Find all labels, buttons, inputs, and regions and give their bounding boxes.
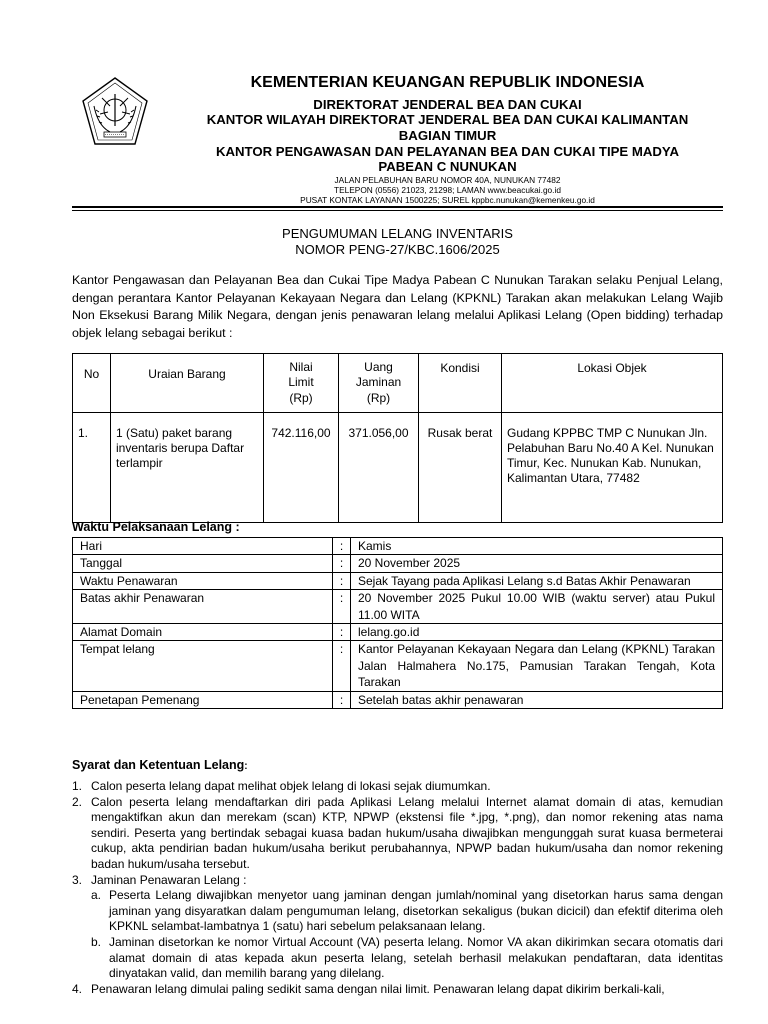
cell-nilai-limit: 742.116,00 [264, 413, 339, 523]
header-kondisi-label: Kondisi [440, 361, 480, 375]
schedule-label: Tempat lelang [73, 641, 333, 691]
office-phone: TELEPON (0556) 21023, 21298; LAMAN www.beacukai.go.id [334, 184, 561, 195]
schedule-row-penetapan-pemenang [73, 691, 723, 708]
header-nilai-limit [264, 354, 339, 413]
schedule-heading: Waktu Pelaksanaan Lelang : [72, 520, 240, 534]
list-item-text: Calon peserta lelang mendaftarkan diri pada Aplikasi Lelang melalui Internet alamat domain di atas, kemudian mengaktifkan akun dan merekam (scan) KTP, NPWP (ekstensi file *.jpg, *.png), dan nomor rekening atas nama sendiri. Peserta yang bertindak sebagai kuasa badan hukum/usaha diwajibkan mengunggah surat kuasa bermeterai cukup, akta pendirian badan hukum/usaha berikut perubahannya, NPWP badan hukum/usaha dan nomor rekening badan hukum/usaha tersebut. [91, 794, 723, 871]
office-line2: PABEAN C NUNUKAN [378, 159, 517, 175]
schedule-value: Sejak Tayang pada Aplikasi Lelang s.d Batas Akhir Penawaran [351, 572, 723, 589]
cell-no: 1. [73, 413, 111, 523]
schedule-colon: : [333, 691, 351, 708]
header-jaminan-line1: Uang [364, 360, 393, 374]
list-item-text: Jaminan Penawaran Lelang : [91, 872, 247, 887]
office-contact: PUSAT KONTAK LAYANAN 1500225; SUREL kppbc.nunukan@kemenkeu.go.id [300, 194, 595, 205]
list-item [72, 982, 723, 998]
ministry-name: KEMENTERIAN KEUANGAN REPUBLIK INDONESIA [250, 74, 645, 91]
table-row [73, 413, 723, 523]
cell-lokasi: Gudang KPPBC TMP C Nunukan Jln. Pelabuhan Baru No.40 A Kel. Nunukan Timur, Kec. Nunukan Kab. Nunukan, Kalimantan Utara, 77482 [502, 413, 723, 523]
announcement-number: NOMOR PENG-27/KBC.1606/2025 [295, 241, 500, 257]
list-item-text: Calon peserta lelang dapat melihat objek lelang di lokasi sejak diumumkan. [91, 779, 491, 793]
list-item-text: Penawaran lelang dimulai paling sedikit sama dengan nilai limit. Penawaran lelang dapat dikirim berkali-kali, [91, 981, 665, 996]
list-sub-item-text: Peserta Lelang diwajibkan menyetor uang jaminan dengan jumlah/nominal yang disetorkan harus sama dengan jaminan yang disyaratkan dalam pengumuman lelang, disetorkan sekaligus (bukan dicicil) dan efektif diterima oleh KPKNL selambat-lambatnya 1 (satu) hari sebelum pelaksanaan lelang. [109, 888, 723, 934]
auction-items-table [72, 353, 723, 523]
schedule-value: 20 November 2025 [351, 555, 723, 572]
list-sub-item [72, 935, 723, 982]
schedule-table [72, 537, 723, 709]
header-no-label: No [83, 367, 100, 381]
cell-uang-jaminan: 371.056,00 [339, 413, 419, 523]
list-item [72, 873, 723, 889]
schedule-label: Hari [73, 538, 333, 555]
list-item-number: 2. [72, 794, 83, 809]
terms-list [72, 779, 723, 997]
regional-office-line2: BAGIAN TIMUR [398, 128, 497, 144]
header-lokasi [502, 354, 723, 413]
terms-heading-text: Syarat dan Ketentuan Lelang [72, 758, 245, 772]
schedule-value: Setelah batas akhir penawaran [351, 691, 723, 708]
schedule-row-alamat-domain [73, 624, 723, 641]
list-sub-item [72, 888, 723, 935]
letterhead-divider-thin [72, 210, 723, 211]
header-jaminan-line2: Jaminan [355, 375, 402, 389]
schedule-row-hari [73, 538, 723, 555]
letterhead-divider-thick [72, 206, 723, 208]
schedule-value: Kamis [351, 538, 723, 555]
regional-office-line1: KANTOR WILAYAH DIREKTORAT JENDERAL BEA DAN CUKAI KALIMANTAN [206, 112, 689, 128]
schedule-label: Batas akhir Penawaran [73, 590, 333, 624]
schedule-label: Waktu Penawaran [73, 572, 333, 589]
list-item-number: 4. [72, 981, 83, 996]
schedule-row-batas-akhir [73, 590, 723, 624]
header-nilai-line2: Limit [288, 375, 314, 389]
schedule-colon: : [333, 641, 351, 691]
office-line1: KANTOR PENGAWASAN DAN PELAYANAN BEA DAN CUKAI TIPE MADYA [215, 143, 680, 159]
cell-kondisi: Rusak berat [419, 413, 502, 523]
schedule-row-tempat-lelang [73, 641, 723, 691]
terms-heading [72, 758, 248, 772]
announcement-title [72, 226, 723, 257]
schedule-value: 20 November 2025 Pukul 10.00 WIB (waktu server) atau Pukul 11.00 WITA [351, 590, 723, 624]
schedule-colon: : [333, 538, 351, 555]
schedule-value: lelang.go.id [351, 624, 723, 641]
schedule-colon: : [333, 624, 351, 641]
schedule-colon: : [333, 590, 351, 624]
schedule-colon: : [333, 572, 351, 589]
schedule-colon: : [333, 555, 351, 572]
list-sub-item-text: Jaminan disetorkan ke nomor Virtual Account (VA) peserta lelang. Nomor VA akan dikirimkan secara otomatis dari alamat domain di atas kepada akun peserta lelang, setelah berhasil melakukan pendaftaran, data identitas dinyatakan valid, dan memilih barang yang dilelang. [109, 934, 723, 981]
directorate-name: DIREKTORAT JENDERAL BEA DAN CUKAI [313, 96, 582, 112]
list-item [72, 779, 723, 795]
office-address: JALAN PELABUHAN BARU NOMOR 40A, NUNUKAN 77482 [334, 174, 561, 185]
ministry-of-finance-emblem-icon [80, 76, 150, 152]
schedule-value: Kantor Pelayanan Kekayaan Negara dan Lelang (KPKNL) Tarakan Jalan Halmahera No.175, Pamusian Tarakan Tengah, Kota Tarakan [351, 641, 723, 691]
schedule-row-tanggal [73, 555, 723, 572]
cell-uraian: 1 (Satu) paket barang inventaris berupa Daftar terlampir [111, 413, 264, 523]
announcement-title-text: PENGUMUMAN LELANG INVENTARIS [282, 226, 513, 241]
header-uraian-label: Uraian Barang [148, 367, 226, 381]
list-sub-item-letter: a. [91, 888, 102, 903]
schedule-label: Penetapan Pemenang [73, 691, 333, 708]
schedule-label: Tanggal [73, 555, 333, 572]
table-header-row [73, 354, 723, 413]
list-item [72, 795, 723, 873]
header-jaminan-unit: (Rp) [366, 391, 391, 405]
header-kondisi [419, 354, 502, 413]
intro-paragraph: Kantor Pengawasan dan Pelayanan Bea dan Cukai Tipe Madya Pabean C Nunukan Tarakan selaku Penjual Lelang, dengan perantara Kantor Pelayanan Kekayaan Negara dan Lelang (KPKNL) Tarakan akan melakukan Lelang Wajib Non Eksekusi Barang Milik Negara, dengan jenis penawaran lelang melalui Aplikasi Lelang (Open bidding) terhadap objek lelang sebagai berikut : [72, 273, 723, 340]
header-nilai-line1: Nilai [289, 360, 313, 374]
schedule-row-waktu-penawaran [73, 572, 723, 589]
schedule-label: Alamat Domain [73, 624, 333, 641]
header-uang-jaminan [339, 354, 419, 413]
list-item-number: 3. [72, 872, 83, 887]
header-no [73, 354, 111, 413]
letterhead [150, 74, 745, 205]
list-item-number: 1. [72, 779, 83, 793]
header-nilai-unit: (Rp) [289, 391, 313, 405]
header-uraian [111, 354, 264, 413]
terms-heading-colon: : [244, 761, 248, 772]
list-sub-item-letter: b. [91, 934, 102, 949]
header-lokasi-label: Lokasi Objek [577, 361, 647, 375]
